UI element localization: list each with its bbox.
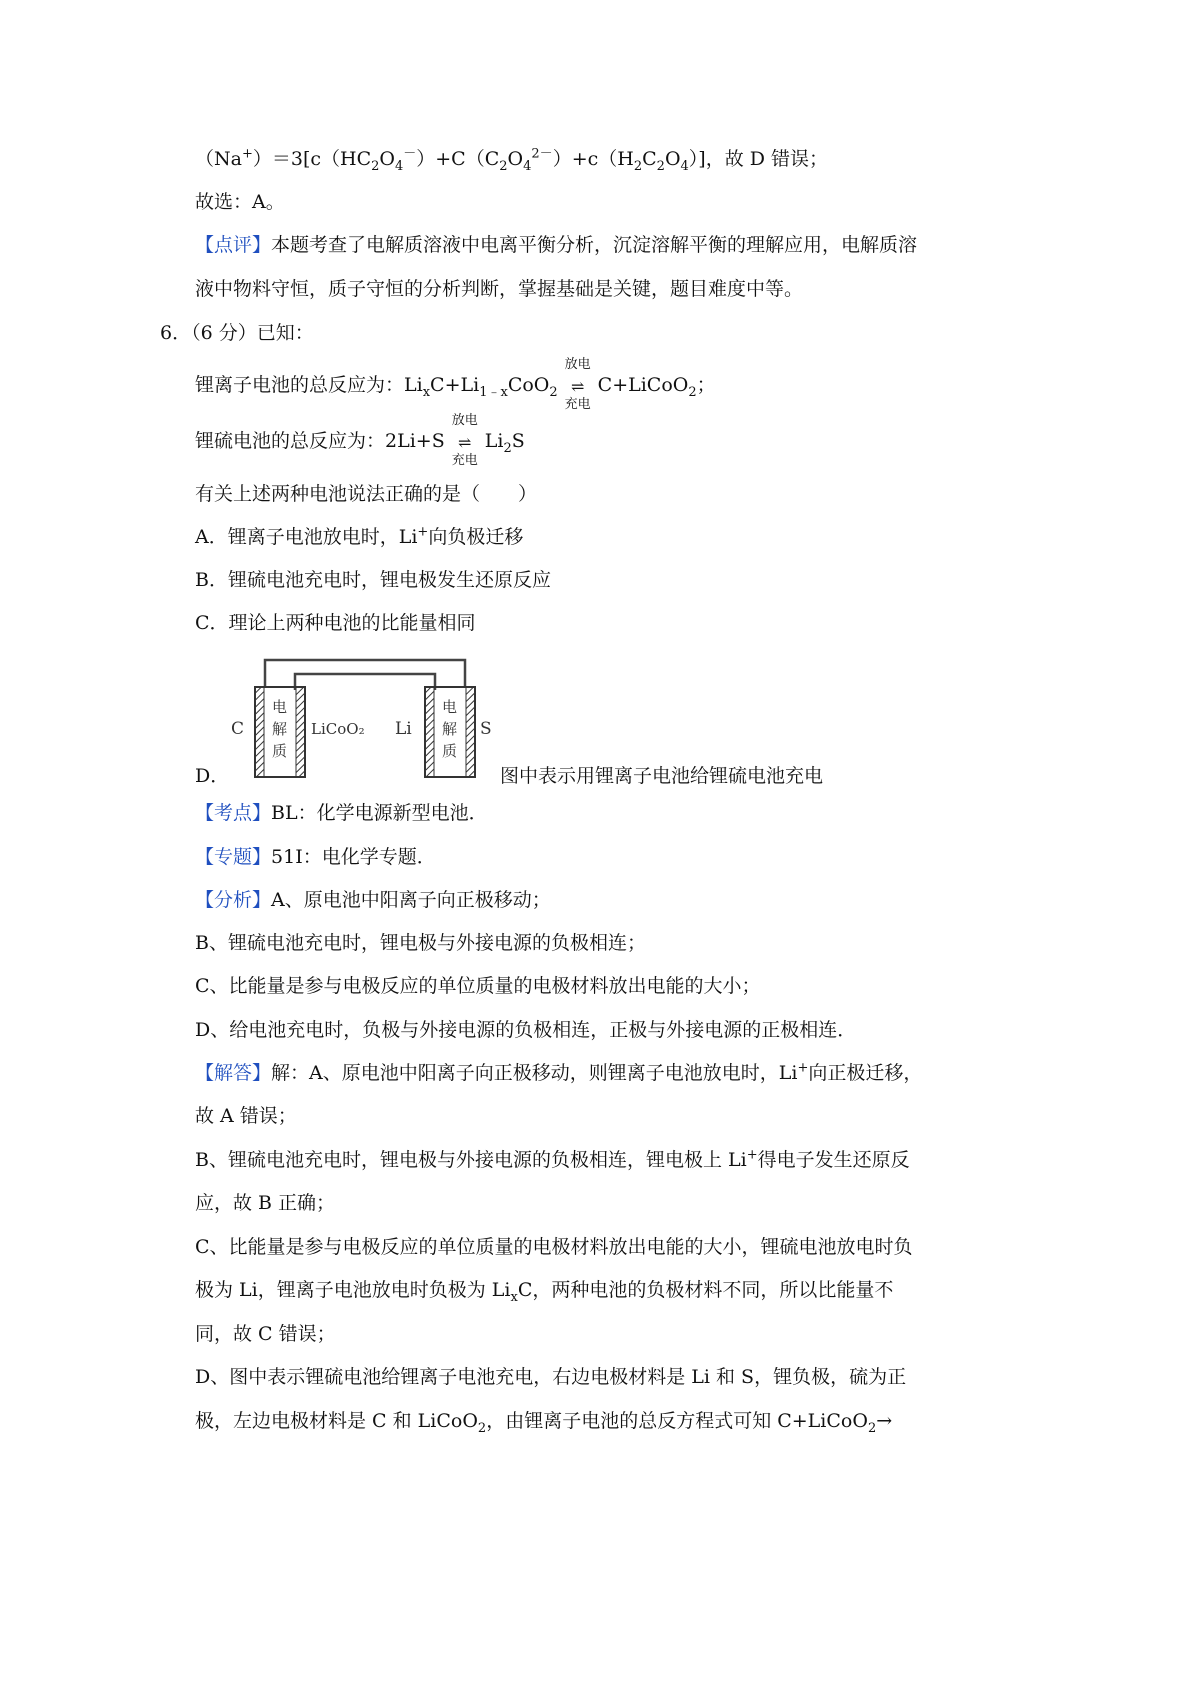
- option-d-label: D．: [195, 765, 230, 787]
- battery-diagram: [225, 652, 500, 780]
- text-line: $(Na^+)=3[c(HC_2O_4^-)+C(C_2O_4^{2-})+c(H_2C_2O_4)]$，故 D 错误；: [195, 146, 829, 174]
- electrolyte-char: 解: [442, 720, 458, 738]
- left-electrode-licoo2: [296, 687, 305, 777]
- option-c: C．理论上两种电池的比能量相同: [195, 612, 476, 634]
- text-line: C、比能量是参与电极反应的单位质量的电极材料放出电能的大小，锂硫电池放电时负: [195, 1236, 913, 1258]
- section-tag: 【专题】: [195, 846, 272, 868]
- label-c: C: [231, 719, 245, 739]
- left-electrode-c: [255, 687, 264, 777]
- text-line: 同，故 C 错误；: [195, 1323, 336, 1345]
- text-line: D、给电池充电时，负极与外接电源的负极相连，正极与外接电源的正极相连．: [195, 1019, 857, 1041]
- electrolyte-char: 质: [442, 742, 458, 760]
- electrolyte-char: 解: [272, 720, 288, 738]
- comment-line: 【点评】本题考查了电解质溶液中电离平衡分析，沉淀溶解平衡的理解应用，电解质溶: [195, 234, 918, 256]
- electrolyte-char: 质: [272, 742, 288, 760]
- text-line: 极为 Li，锂离子电池放电时负极为 $Li_xC$，两种电池的负极材料不同，所以比能量不: [195, 1279, 894, 1305]
- label-licoo2: LiCoO₂: [311, 720, 365, 738]
- reaction-line: 锂离子电池的总反应为：$Li_xC+Li_{1﹣x}CoO_2$ 放电 ⇌ 充电 C+LiCoO$_2$；: [195, 357, 716, 412]
- option-d-text: 图中表示用锂离子电池给锂硫电池充电: [500, 765, 824, 787]
- section-tag: 【点评】: [195, 234, 272, 256]
- zhuanti-line: 【专题】51I：电化学专题．: [195, 846, 436, 868]
- text-line: B、锂硫电池充电时，锂电极与外接电源的负极相连，锂电极上 Li+得电子发生还原反: [195, 1147, 910, 1171]
- text-line: 应，故 B 正确；: [195, 1192, 336, 1214]
- text-line: 故选：A。: [195, 191, 285, 213]
- electrolyte-char: 电: [442, 698, 458, 716]
- text-line: D、图中表示锂硫电池给锂离子电池充电，右边电极材料是 Li 和 S，锂负极，硫为正: [195, 1366, 907, 1388]
- fenxi-line: 【分析】A、原电池中阳离子向正极移动；: [195, 889, 551, 911]
- reaction-line: 锂硫电池的总反应为：2Li+S 放电 ⇌ 充电 $Li_2S$: [195, 413, 525, 468]
- text-line: 液中物料守恒，质子守恒的分析判断，掌握基础是关键，题目难度中等。: [195, 278, 804, 300]
- jieda-line: 【解答】解：A、原电池中阳离子向正极移动，则锂离子电池放电时，Li+向正极迁移，: [195, 1060, 923, 1084]
- reversible-arrow: 放电 ⇌ 充电: [451, 413, 478, 468]
- section-tag: 【解答】: [195, 1062, 272, 1084]
- option-b: B．锂硫电池充电时，锂电极发生还原反应: [195, 569, 551, 591]
- section-tag: 【分析】: [195, 889, 272, 911]
- label-li: Li: [395, 719, 412, 739]
- text-line: 故 A 错误；: [195, 1105, 297, 1127]
- right-electrode-li: [425, 687, 434, 777]
- text-line: C、比能量是参与电极反应的单位质量的电极材料放出电能的大小；: [195, 975, 761, 997]
- label-s: S: [480, 719, 492, 739]
- question-title: 6．（6 分）已知：: [160, 322, 314, 344]
- kaodian-line: 【考点】BL：化学电源新型电池．: [195, 802, 488, 824]
- question-stem: 有关上述两种电池说法正确的是（ ）: [195, 483, 538, 505]
- text-line: 极，左边电极材料是 C 和 LiCoO$_2$，由锂离子电池的总反方程式可知 C+LiCoO$_2$→: [195, 1410, 893, 1436]
- electrolyte-char: 电: [272, 698, 288, 716]
- inner-wire: [295, 674, 435, 690]
- text-line: B、锂硫电池充电时，锂电极与外接电源的负极相连；: [195, 932, 646, 954]
- section-tag: 【考点】: [195, 802, 272, 824]
- option-a: A．锂离子电池放电时，Li+向负极迁移: [195, 524, 524, 548]
- right-electrode-s: [466, 687, 475, 777]
- reversible-arrow: 放电 ⇌ 充电: [564, 357, 591, 412]
